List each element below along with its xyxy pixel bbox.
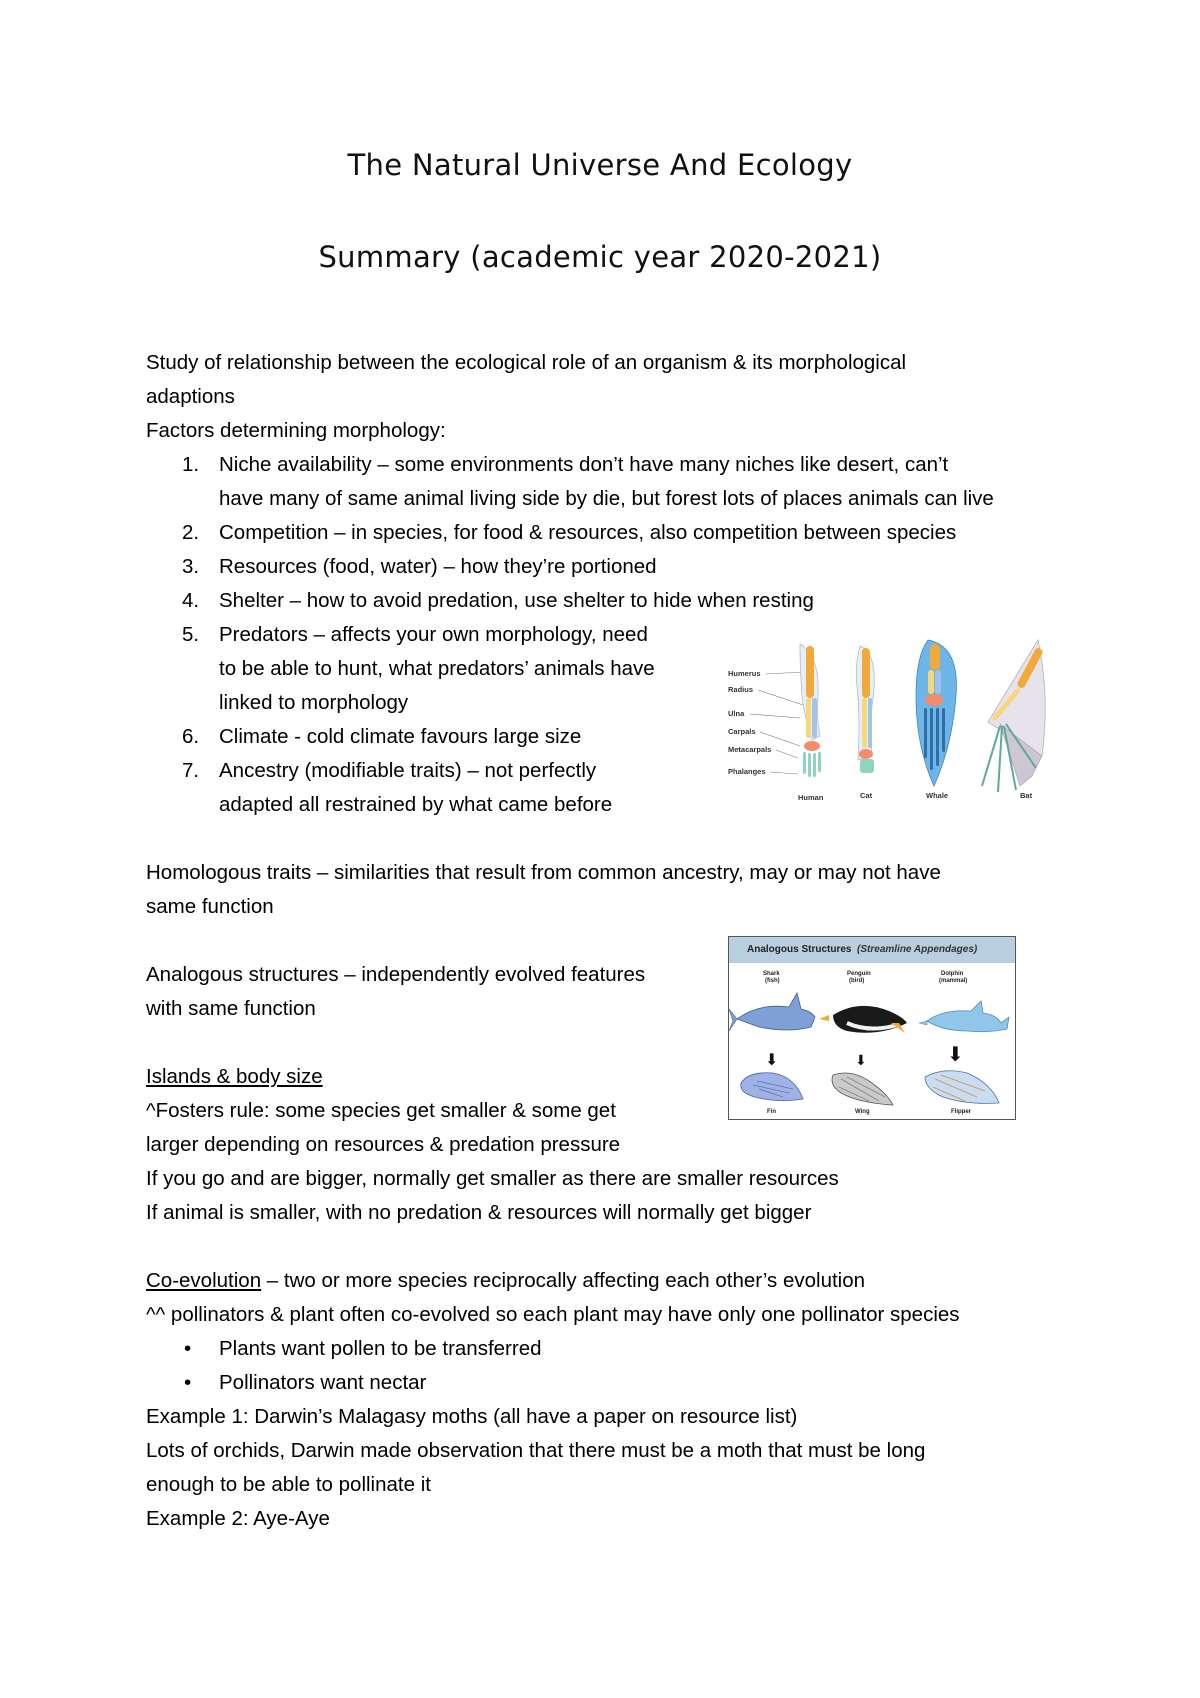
wing-drawing [832, 1073, 893, 1105]
intro-line: Factors determining morphology: [146, 419, 446, 442]
homologous-limbs-figure [720, 636, 1050, 804]
coevolution-line: Example 2: Aye-Aye [146, 1507, 330, 1530]
intro-line: adaptions [146, 385, 235, 408]
list-item [146, 1332, 1086, 1366]
list-item-text: have many of same animal living side by die, but forest lots of places animals can live [219, 487, 994, 510]
homologous-line: same function [146, 895, 274, 918]
coevolution-bullets [146, 1332, 1086, 1400]
dolphin-drawing [919, 1001, 1009, 1032]
figure-subtitle: (Streamline Appendages) [857, 944, 978, 955]
whale-flipper [916, 640, 956, 786]
list-item-text: Shelter – how to avoid predation, use shelter to hide when resting [219, 589, 814, 612]
list-number: 5. [182, 623, 200, 646]
list-item-text: Plants want pollen to be transferred [219, 1337, 542, 1360]
bat-wing [982, 640, 1045, 792]
list-item-text: to be able to hunt, what predators’ animals have [219, 657, 655, 680]
intro-line: Study of relationship between the ecological role of an organism & its morphological [146, 351, 907, 374]
animal-label: Cat [860, 791, 873, 800]
islands-line: If animal is smaller, with no predation & resources will normally get bigger [146, 1201, 812, 1224]
animal-label: Whale [926, 791, 949, 800]
bullet-icon: • [184, 1371, 192, 1394]
species-label: Shark [763, 971, 780, 977]
coevolution-heading: Co-evolution [146, 1269, 262, 1292]
flipper-drawing [925, 1071, 999, 1104]
species-label: Penguin [847, 971, 871, 977]
list-item-text: Climate - cold climate favours large size [219, 725, 582, 748]
bone-label: Phalanges [728, 767, 766, 776]
bullet-icon: • [184, 1337, 192, 1360]
list-item-text: adapted all restrained by what came before [219, 793, 613, 816]
coevolution-line: Lots of orchids, Darwin made observation that there must be a moth that must be long [146, 1439, 926, 1462]
limbs-illustration [720, 636, 1050, 804]
homologous-line: Homologous traits – similarities that result from common ancestry, may or may not have [146, 861, 941, 884]
animal-label: Human [798, 793, 824, 802]
islands-heading: Islands & body size [146, 1065, 323, 1088]
down-arrow-icon: ⬇ [947, 1042, 964, 1066]
figure-title: Analogous Structures [747, 944, 852, 955]
list-item [146, 584, 1086, 618]
list-item-text: Ancestry (modifiable traits) – not perfectly [219, 759, 597, 782]
coevolution-definition: – two or more species reciprocally affecting each other’s evolution [261, 1269, 866, 1292]
document-subtitle: Summary (academic year 2020-2021) [318, 240, 882, 274]
list-number: 4. [182, 589, 200, 612]
part-label: Wing [855, 1109, 870, 1115]
islands-line: ^Fosters rule: some species get smaller & some get [146, 1099, 616, 1122]
bone-label: Humerus [728, 669, 761, 678]
list-item-text: Competition – in species, for food & resources, also competition between species [219, 521, 957, 544]
list-number: 2. [182, 521, 200, 544]
species-group: (fish) [765, 978, 780, 984]
analogous-line: Analogous structures – independently evolved features [146, 963, 646, 986]
analogous-illustration [729, 937, 1015, 1119]
analogous-line: with same function [146, 997, 316, 1020]
bone-label: Carpals [728, 727, 756, 736]
islands-line: If you go and are bigger, normally get smaller as there are smaller resources [146, 1167, 839, 1190]
list-item-text: linked to morphology [219, 691, 409, 714]
down-arrow-icon: ⬇ [765, 1050, 779, 1069]
list-number: 1. [182, 453, 200, 476]
list-item [146, 516, 1086, 550]
islands-line: larger depending on resources & predation pressure [146, 1133, 621, 1156]
bone-label: Radius [728, 685, 754, 694]
species-label: Dolphin [941, 971, 964, 977]
shark-drawing [729, 993, 815, 1031]
coevolution-note: ^^ pollinators & plant often co-evolved so each plant may have only one pollinator species [146, 1303, 960, 1326]
species-group: (mammal) [939, 978, 968, 984]
list-item [146, 1366, 1086, 1400]
animal-label: Bat [1020, 791, 1033, 800]
list-item [146, 448, 1086, 516]
list-number: 7. [182, 759, 200, 782]
part-label: Flipper [951, 1109, 972, 1115]
human-arm [800, 644, 821, 777]
down-arrow-icon: ⬇ [855, 1053, 867, 1069]
list-number: 6. [182, 725, 200, 748]
fin-drawing [741, 1073, 803, 1101]
coevolution-definition-line [146, 1264, 1086, 1298]
list-number: 3. [182, 555, 200, 578]
list-item [146, 550, 1086, 584]
bone-label: Ulna [728, 709, 745, 718]
species-group: (bird) [849, 978, 865, 984]
coevolution-line: enough to be able to pollinate it [146, 1473, 431, 1496]
list-item-text: Resources (food, water) – how they’re portioned [219, 555, 657, 578]
list-item-text: Predators – affects your own morphology, need [219, 623, 648, 646]
cat-leg [856, 646, 874, 773]
analogous-structures-figure [728, 936, 1016, 1120]
bone-label: Metacarpals [728, 745, 772, 754]
label-leader-lines [750, 672, 806, 774]
part-label: Fin [767, 1109, 776, 1115]
penguin-drawing [819, 1006, 907, 1033]
document-title: The Natural Universe And Ecology [347, 148, 853, 182]
list-item-text: Pollinators want nectar [219, 1371, 427, 1394]
list-item-text: Niche availability – some environments don’t have many niches like desert, can’t [219, 453, 949, 476]
coevolution-line: Example 1: Darwin’s Malagasy moths (all have a paper on resource list) [146, 1405, 798, 1428]
